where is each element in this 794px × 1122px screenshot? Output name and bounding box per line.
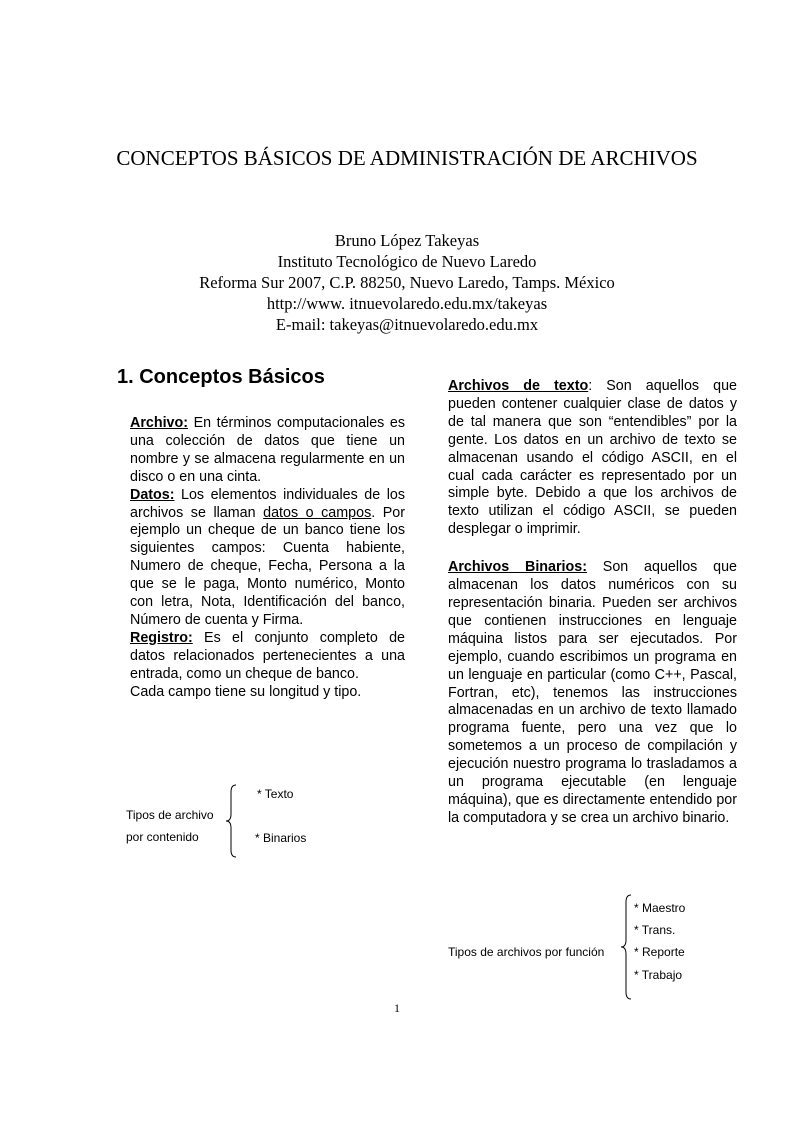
section-heading: 1. Conceptos Básicos [117, 366, 325, 388]
datos-text-1: Los elementos individuales de los archivos se llaman [130, 486, 405, 521]
function-type-trabajo: * Trabajo [634, 968, 683, 982]
texto-term: Archivos de texto [448, 378, 589, 394]
datos-paragraph [130, 487, 405, 630]
function-types-label: Tipos de archivos por función [448, 945, 605, 959]
left-brace-icon [618, 894, 634, 1000]
campo-paragraph: Cada campo tiene su longitud y tipo. [130, 683, 362, 700]
page-number: 1 [394, 1001, 400, 1015]
content-type-binarios: * Binarios [255, 831, 307, 845]
archivo-paragraph [130, 415, 405, 487]
binarios-paragraph [448, 559, 737, 828]
author-email: E-mail: takeyas@itnuevolaredo.edu.mx [275, 315, 539, 334]
content-types-label-line2: por contenido [126, 830, 199, 844]
content-type-texto: * Texto [257, 787, 294, 801]
binarios-text: Son aquellos que almacenan los datos numéricos con su representación binaria. Pueden ser archivos que contienen instrucciones en lenguaje máquina listos para ser ejecutados. Por ejemplo, cuando escribimos un programa en un lenguaje en particular (como C++, Pascal, Fortran, etc), tenemos las instrucciones almacenadas en un archivo de texto llamado programa fuente, pero una vez que lo sometemos a un proceso de compilación y ejecución nuestro programa lo trasladamos a un programa ejecutable (en lenguaje máquina), que es directamente entendido por la computadora y se crea un archivo binario. [448, 559, 737, 826]
author-address: Reforma Sur 2007, C.P. 88250, Nuevo Laredo, Tamps. México [199, 273, 615, 292]
texto-paragraph [448, 378, 737, 539]
content-types-label-line1: Tipos de archivo [126, 808, 214, 822]
archivo-term: Archivo: [130, 415, 188, 431]
datos-underlined: datos o campos [263, 504, 372, 521]
registro-paragraph [130, 630, 405, 684]
datos-term: Datos: [130, 486, 175, 503]
archivo-text: En términos computacionales es una colección de datos que tiene un nombre y se almacena regularmente en un disco o en una cinta. [130, 415, 405, 485]
registro-text: Es el conjunto completo de datos relacionados pertenecientes a una entrada, como un cheque de banco. [130, 629, 405, 682]
left-column [130, 415, 405, 702]
function-type-trans: * Trans. [634, 923, 676, 937]
datos-text-2: . Por ejemplo un cheque de un banco tiene los siguientes campos: Cuenta habiente, Numero de cheque, Fecha, Persona a la que se le paga, Monto numérico, Monto con letra, Nota, Identificación del banco, Número de cuenta y Firma. [130, 504, 405, 628]
right-column [448, 378, 737, 828]
left-brace-icon [224, 784, 240, 858]
function-type-reporte: * Reporte [634, 945, 685, 959]
registro-term: Registro: [130, 629, 193, 646]
author-institution: Instituto Tecnológico de Nuevo Laredo [277, 252, 537, 271]
author-name: Bruno López Takeyas [334, 231, 480, 250]
texto-text: : Son aquellos que pueden contener cualquier clase de datos y de tal manera que son “entendibles” por la gente. Los datos en un archivo de texto se almacenan usando el código ASCII, en el cual cada carácter es representado por un simple byte. Debido a que los archivos de texto utilizan el código ASCII, se pueden desplegar o imprimir. [448, 378, 737, 538]
binarios-term: Archivos Binarios: [448, 559, 587, 576]
author-block [100, 230, 714, 335]
author-url: http://www. itnuevolaredo.edu.mx/takeyas [266, 294, 548, 313]
function-type-maestro: * Maestro [634, 901, 686, 915]
paper-title: CONCEPTOS BÁSICOS DE ADMINISTRACIÓN DE ARCHIVOS [116, 146, 698, 170]
